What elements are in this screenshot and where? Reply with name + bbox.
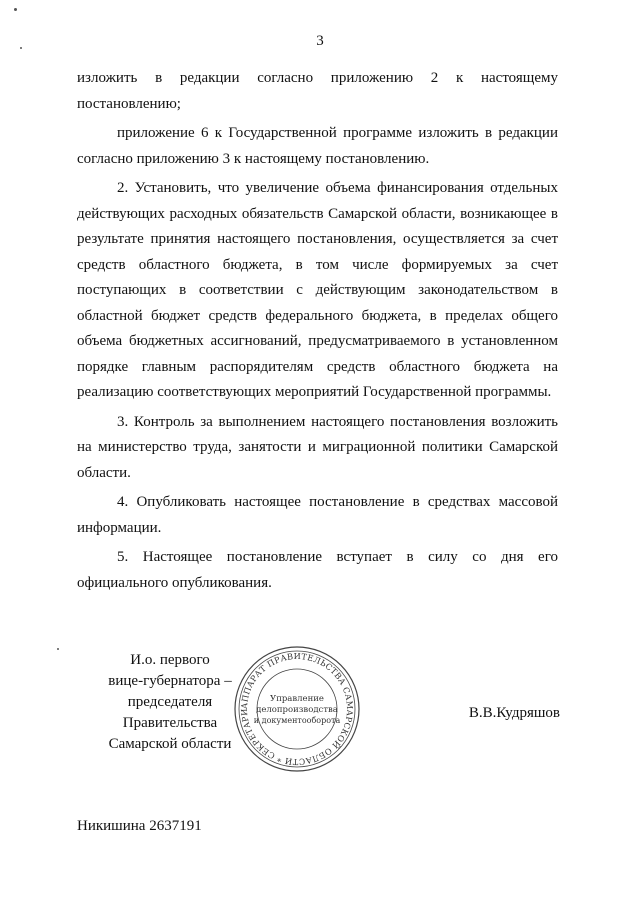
paragraph-3: 2. Установить, что увеличение объема финансирования отдельных действующих расходных обязательств Самарской области, возникающее в результате принятия настоящего постановления, осуществляется за счет средств областного бюджета, в том числе формируемых за счет поступающих в соответствии с действующим законодательством в областной бюджет средств федерального бюджета, в пределах общего объема бюджетных ассигнований, предусматриваемого в установленном порядке главным распорядителям средств областного бюджета на реализацию соответствующих мероприятий Государственной программы. (77, 180, 558, 400)
signatory-position-line: И.о. первого (130, 652, 210, 668)
stamp-center-line: Управление (270, 694, 324, 704)
stamp-ring-text: АППАРАТ ПРАВИТЕЛЬСТВА САМАРСКОЙ ОБЛАСТИ * СЕКРЕТАРИ (238, 650, 356, 768)
signatory-name: В.В.Кудряшов (468, 705, 560, 721)
signatory-position-line: вице-губернатора – (108, 673, 232, 689)
scan-speck (14, 8, 17, 11)
stamp-center-line: и документооборота (253, 716, 341, 725)
signatory-position-line: Самарской области (108, 736, 232, 752)
paragraph-1: изложить в редакции согласно приложению 2 к настоящему постановлению; (77, 70, 558, 112)
paragraph-4: 3. Контроль за выполнением настоящего постановления возложить на министерство труда, занятости и миграционной политики Самарской области. (77, 413, 558, 481)
paragraph-6: 5. Настоящее постановление вступает в силу со дня его официального опубликования. (77, 549, 558, 591)
paragraph-5: 4. Опубликовать настоящее постановление в средствах массовой информации. (77, 494, 558, 536)
scan-speck (20, 47, 22, 49)
page-number: 3 (316, 33, 324, 49)
executor-contact: Никишина 2637191 (77, 818, 202, 834)
signatory-position-line: председателя Правительства (122, 694, 218, 731)
paragraph-2: приложение 6 к Государственной программе изложить в редакции согласно приложению 3 к настоящему постановлению. (77, 125, 558, 167)
scan-speck (57, 648, 59, 650)
stamp-center-line: делопроизводства (256, 705, 338, 715)
official-stamp (232, 644, 362, 774)
document-body (77, 66, 558, 600)
